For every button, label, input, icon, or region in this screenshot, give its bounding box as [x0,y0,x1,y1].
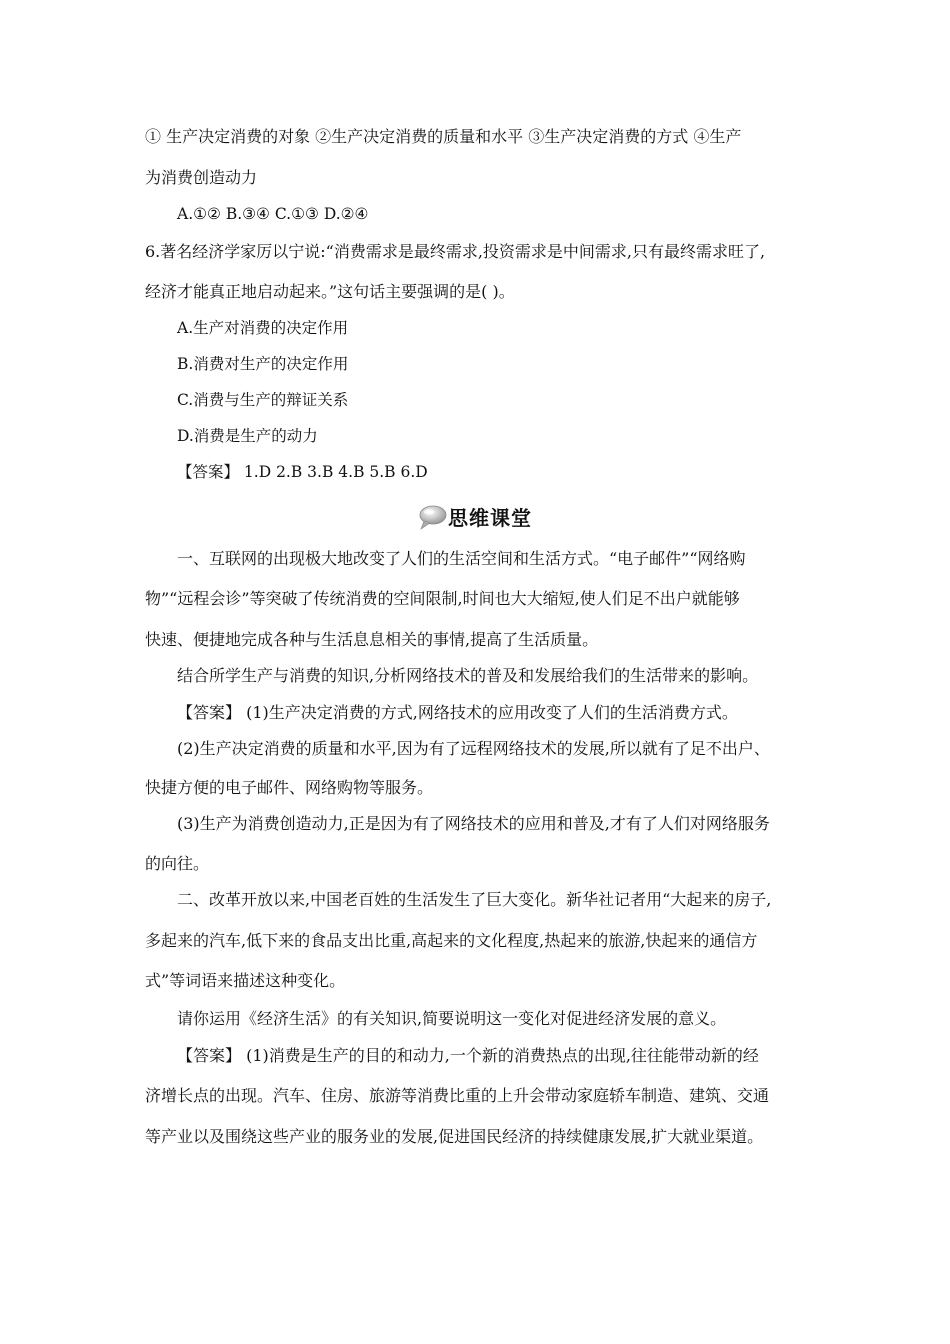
q6-stem-line1: 6.著名经济学家厉以宁说:“消费需求是最终需求,投资需求是中间需求,只有最终需求旺了, [145,242,766,261]
q5-options: A.①② B.③④ C.①③ D.②④ [177,205,369,223]
part1-answer-line5: 的向往。 [145,854,210,873]
section-title: 思维课堂 [448,506,532,530]
part1-answer-line4: (3)生产为消费创造动力,正是因为有了网络技术的应用和普及,才有了人们对网络服务 [177,814,770,833]
q6-stem-line2: 经济才能真正地启动起来。”这句话主要强调的是( )。 [145,282,515,301]
part2-para-line2: 多起来的汽车,低下来的食品支出比重,高起来的文化程度,热起来的旅游,快起来的通信方 [145,931,758,950]
part2-para-line1: 二、改革开放以来,中国老百姓的生活发生了巨大变化。新华社记者用“大起来的房子, [177,890,772,909]
part2-para-line3: 式”等词语来描述这种变化。 [145,971,346,990]
q6-option-b: B.消费对生产的决定作用 [177,355,349,373]
part1-answer-line2: (2)生产决定消费的质量和水平,因为有了远程网络技术的发展,所以就有了足不出户、 [177,739,770,758]
part2-question: 请你运用《经济生活》的有关知识,简要说明这一变化对促进经济发展的意义。 [177,1009,727,1028]
q5-stem-line1: ① 生产决定消费的对象 ②生产决定消费的质量和水平 ③生产决定消费的方式 ④生产 [145,127,742,146]
part1-para-line3: 快速、便捷地完成各种与生活息息相关的事情,提高了生活质量。 [145,630,599,649]
part1-question: 结合所学生产与消费的知识,分析网络技术的普及和发展给我们的生活带来的影响。 [177,666,759,685]
speech-bubble-icon [418,504,448,530]
q6-option-a: A.生产对消费的决定作用 [177,319,349,337]
q6-option-d: D.消费是生产的动力 [177,427,318,445]
q5-stem-line2: 为消费创造动力 [145,168,258,187]
part1-answer-line1: 【答案】 (1)生产决定消费的方式,网络技术的应用改变了人们的生活消费方式。 [177,703,738,722]
part2-answer-line1: 【答案】 (1)消费是生产的目的和动力,一个新的消费热点的出现,往往能带动新的经 [177,1046,759,1065]
part2-answer-line3: 等产业以及围绕这些产业的服务业的发展,促进国民经济的持续健康发展,扩大就业渠道。 [145,1127,764,1146]
part1-para-line2: 物”“远程会诊”等突破了传统消费的空间限制,时间也大大缩短,使人们足不出户就能够 [145,589,740,608]
answer-key: 【答案】 1.D 2.B 3.B 4.B 5.B 6.D [177,463,428,481]
q6-option-c: C.消费与生产的辩证关系 [177,391,349,409]
section-heading [418,500,538,536]
part2-answer-line2: 济增长点的出现。汽车、住房、旅游等消费比重的上升会带动家庭轿车制造、建筑、交通 [145,1086,770,1105]
part1-para-line1: 一、互联网的出现极大地改变了人们的生活空间和生活方式。“电子邮件”“网络购 [177,549,746,568]
part1-answer-line3: 快捷方便的电子邮件、网络购物等服务。 [145,778,434,797]
